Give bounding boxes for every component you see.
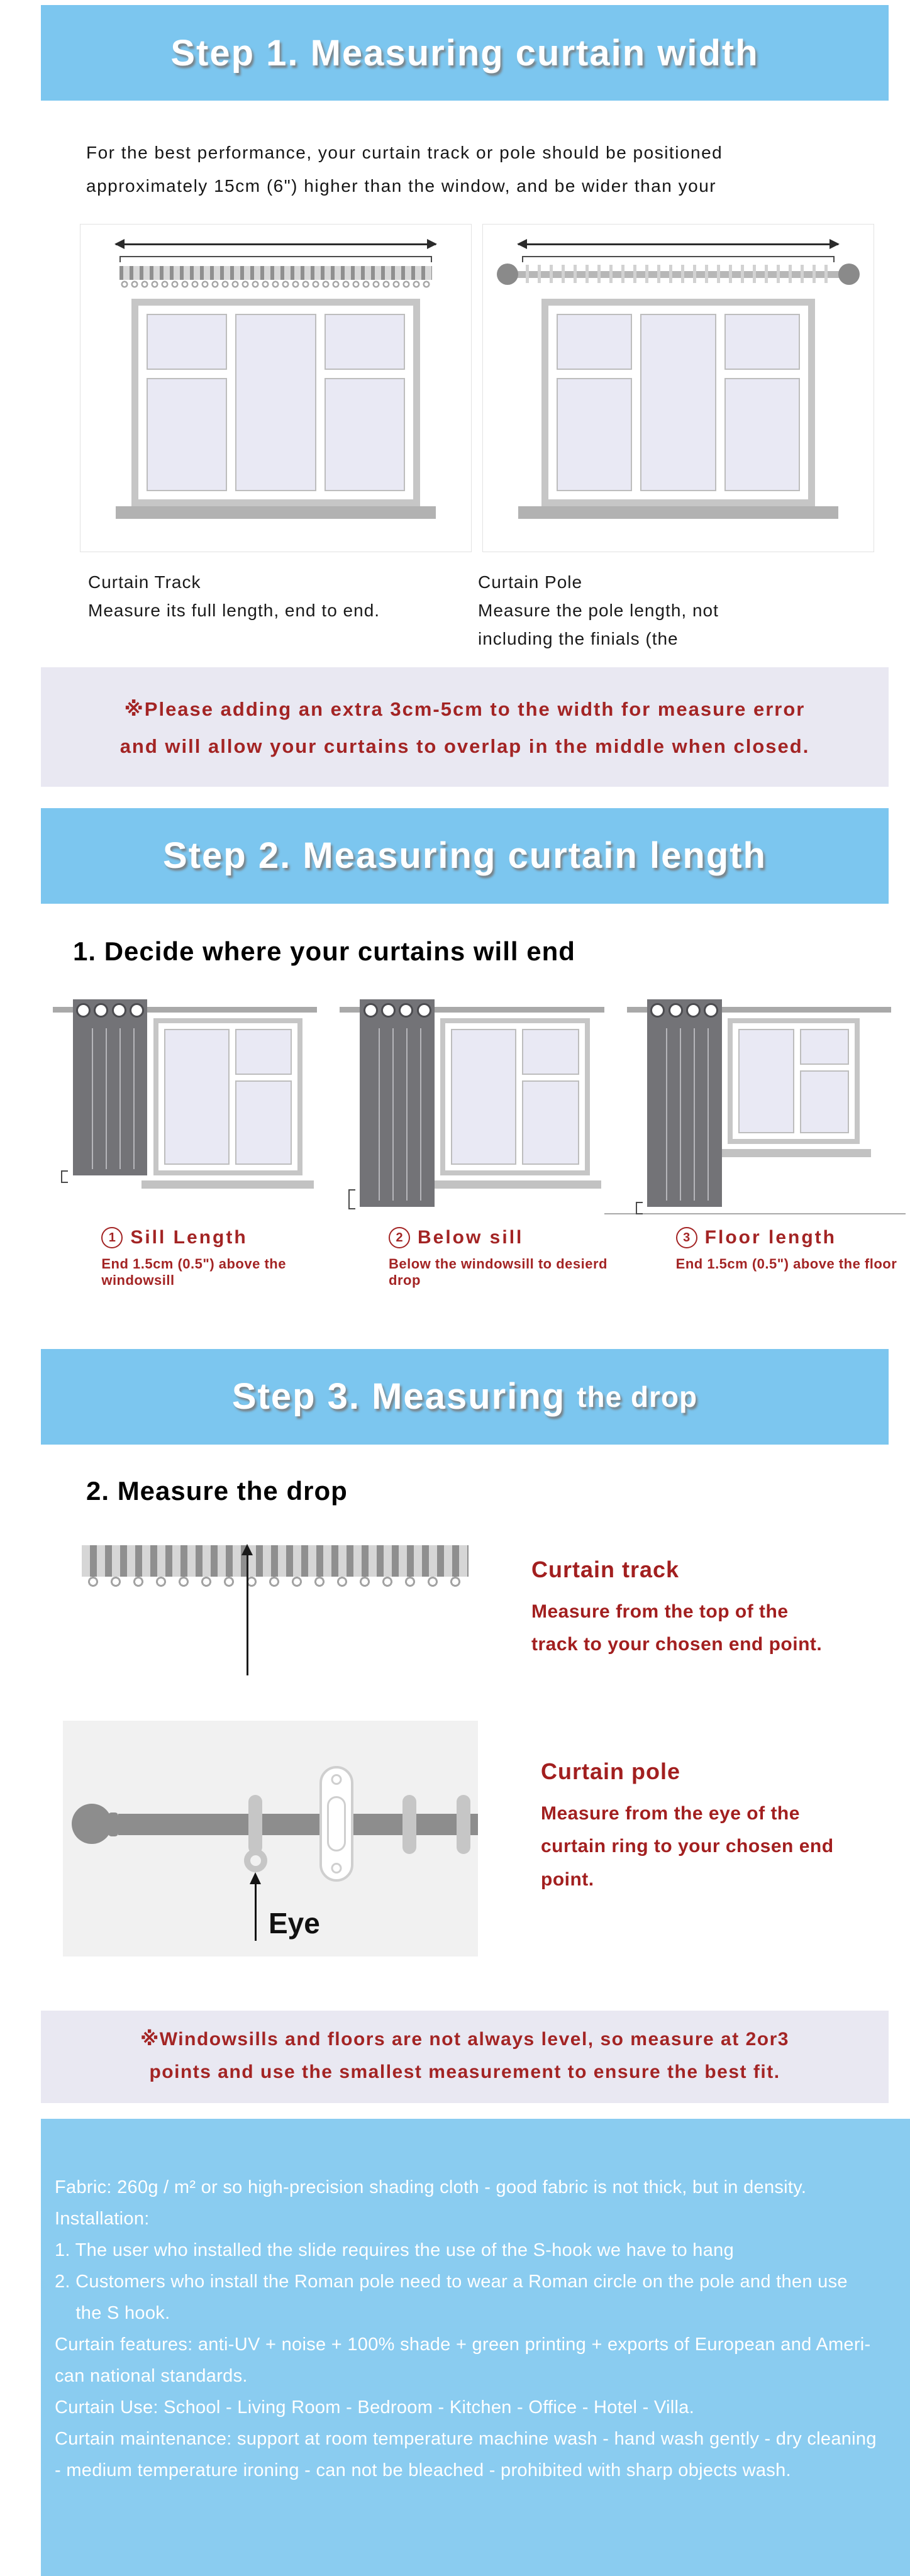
window-pane xyxy=(800,1029,849,1065)
window-pane xyxy=(235,1080,292,1165)
window-pane xyxy=(451,1029,516,1165)
pole-drop-section xyxy=(63,1721,910,1957)
below-sill-figure xyxy=(331,992,619,1218)
pole-drop-body: Measure from the eye of the curtain ring to your chosen end point. xyxy=(541,1802,834,1890)
drop-bracket-icon xyxy=(636,1202,643,1214)
curtain-track-graphic xyxy=(119,266,432,280)
option-desc: Below the windowsill to desierd drop xyxy=(389,1255,608,1288)
window-column xyxy=(325,314,406,491)
grommet-icon xyxy=(417,1003,431,1018)
curtain-panel-graphic xyxy=(73,999,148,1175)
step1-intro-line1: For the best performance, your curtain track or pole should be positioned xyxy=(86,143,723,162)
option-label xyxy=(101,1227,331,1289)
window-sill xyxy=(518,506,838,519)
curtain-track-caption xyxy=(88,569,478,653)
option-title: Below sill xyxy=(418,1226,524,1248)
window-pane xyxy=(164,1029,230,1165)
caption-title: Curtain Pole xyxy=(478,572,583,592)
finial-ball-icon xyxy=(497,264,518,285)
bracket-slot xyxy=(327,1796,346,1852)
caption-body: Measure its full length, end to end. xyxy=(88,601,380,621)
step1-intro xyxy=(86,136,910,203)
window-column xyxy=(738,1029,794,1133)
option-desc: End 1.5cm (0.5") above the windowsill xyxy=(101,1255,286,1288)
window-pane xyxy=(522,1029,579,1075)
grommet-icon xyxy=(650,1003,665,1018)
window-column xyxy=(800,1029,849,1133)
curtain-panel-graphic xyxy=(647,999,722,1207)
track-drop-text xyxy=(531,1540,827,1675)
note-line1: ※Please adding an extra 3cm-5cm to the width for measure error xyxy=(124,697,806,720)
pole-ring-graphic xyxy=(248,1795,262,1854)
window-pane xyxy=(147,378,228,491)
length-option-below-sill xyxy=(331,992,619,1289)
width-arrow-icon xyxy=(518,243,838,245)
window-graphic xyxy=(728,1018,860,1144)
footer-line: - medium temperature ironing - can not be bleached - prohibited with sharp objects wash. xyxy=(55,2460,791,2480)
window-graphic xyxy=(541,299,815,506)
step3-banner-title: Step 3. Measuring xyxy=(231,1376,566,1418)
window-column xyxy=(640,314,716,491)
width-measure-note xyxy=(41,667,889,787)
pole-drop-title: Curtain pole xyxy=(541,1758,681,1784)
pole-ring-graphic xyxy=(402,1795,416,1854)
note-line2: points and use the smallest measurement to ensure the best fit. xyxy=(149,2062,780,2083)
footer-line: Curtain maintenance: support at room temperature machine wash - hand wash gently - dry cleaning xyxy=(55,2428,877,2449)
footer-line: can national standards. xyxy=(55,2365,248,2386)
option-label xyxy=(676,1227,906,1272)
floor-line xyxy=(604,1213,906,1214)
step1-figures xyxy=(80,224,874,552)
window-sill xyxy=(116,506,436,519)
window-sill xyxy=(429,1180,601,1189)
window-pane xyxy=(147,314,228,370)
step3-banner-subtitle: the drop xyxy=(577,1380,698,1413)
footer-line: Fabric: 260g / m² or so high-precision shading cloth - good fabric is not thick, but in density. xyxy=(55,2177,807,2197)
bracket-screw-hole xyxy=(331,1863,342,1874)
window-graphic xyxy=(131,299,421,506)
width-arrow-icon xyxy=(116,243,436,245)
curtain-track-diagram xyxy=(82,1540,469,1675)
level-measure-note xyxy=(41,2011,889,2103)
length-options xyxy=(44,992,906,1289)
pole-rod-graphic xyxy=(118,1814,478,1835)
window-pane xyxy=(325,314,406,370)
grommet-icon xyxy=(112,1003,126,1018)
curtain-pole-diagram xyxy=(63,1721,478,1957)
window-column xyxy=(557,314,632,491)
product-details-section xyxy=(41,2119,910,2576)
pole-drop-text xyxy=(541,1721,855,1957)
window-pane xyxy=(724,314,800,370)
pole-bracket-graphic xyxy=(319,1766,353,1882)
note-line1: ※Windowsills and floors are not always level, so measure at 2or3 xyxy=(140,2028,789,2050)
eye-ring-icon xyxy=(244,1849,267,1872)
window-pane xyxy=(557,314,632,370)
caption-body: Measure the pole length, not including the finials (the xyxy=(478,601,719,648)
footer-line: Curtain features: anti-UV + noise + 100% shade + green printing + exports of European and Ameri- xyxy=(55,2334,871,2355)
track-bar-graphic xyxy=(82,1545,469,1577)
window-graphic xyxy=(153,1018,302,1175)
curtain-pole-caption xyxy=(478,569,736,653)
eye-label: Eye xyxy=(269,1906,320,1940)
grommet-icon xyxy=(686,1003,701,1018)
footer-line: Installation: xyxy=(55,2208,150,2229)
step2-banner-title: Step 2. Measuring curtain length xyxy=(163,835,767,877)
measure-bracket-icon xyxy=(522,256,835,262)
window-pane xyxy=(235,314,316,491)
option-number-badge: 3 xyxy=(676,1227,697,1248)
grommet-icon xyxy=(76,1003,91,1018)
grommet-icon xyxy=(381,1003,396,1018)
length-option-floor xyxy=(618,992,906,1289)
grommet-row xyxy=(360,1001,435,1020)
footer-line: Curtain Use: School - Living Room - Bedroom - Kitchen - Office - Hotel - Villa. xyxy=(55,2397,695,2418)
window-column xyxy=(235,314,316,491)
window-sill xyxy=(141,1180,314,1189)
window-pane xyxy=(800,1070,849,1133)
grommet-icon xyxy=(399,1003,413,1018)
track-gliders-graphic xyxy=(82,1577,469,1587)
grommet-icon xyxy=(704,1003,718,1018)
floor-length-figure xyxy=(618,992,906,1218)
grommet-icon xyxy=(94,1003,108,1018)
window-column xyxy=(724,314,800,491)
up-arrow-icon xyxy=(255,1883,257,1941)
measure-bracket-icon xyxy=(119,256,432,262)
step1-intro-line2: approximately 15cm (6") higher than the window, and be wider than your xyxy=(86,176,717,196)
grommet-icon xyxy=(363,1003,378,1018)
step1-banner xyxy=(41,5,889,101)
step2-heading: 1. Decide where your curtains will end xyxy=(73,936,575,966)
window-pane xyxy=(724,378,800,491)
step2-banner xyxy=(41,808,889,904)
step1-captions xyxy=(88,569,910,653)
step3-heading: 2. Measure the drop xyxy=(86,1475,348,1506)
bracket-screw-hole xyxy=(331,1774,342,1785)
window-column xyxy=(451,1029,516,1165)
finial-ball-icon xyxy=(72,1804,112,1844)
grommet-row xyxy=(647,1001,722,1020)
window-pane xyxy=(522,1080,579,1165)
window-column xyxy=(522,1029,579,1165)
option-title: Floor length xyxy=(704,1226,836,1248)
window-column xyxy=(164,1029,230,1165)
sill-length-figure xyxy=(44,992,331,1218)
window-sill xyxy=(716,1149,872,1157)
track-drop-section xyxy=(82,1540,910,1675)
option-title: Sill Length xyxy=(130,1226,248,1248)
window-pane xyxy=(738,1029,794,1133)
grommet-icon xyxy=(130,1003,144,1018)
track-drop-body: Measure from the top of the track to your chosen end point. xyxy=(531,1601,823,1655)
footer-line: 2. Customers who install the Roman pole need to wear a Roman circle on the pole and then use xyxy=(55,2271,848,2292)
window-column xyxy=(235,1029,292,1165)
track-drop-title: Curtain track xyxy=(531,1556,680,1582)
curtain-pole-figure xyxy=(482,224,874,552)
grommet-icon xyxy=(669,1003,683,1018)
grommet-row xyxy=(73,1001,148,1020)
option-desc: End 1.5cm (0.5") above the floor xyxy=(675,1255,897,1272)
track-gliders-graphic xyxy=(119,280,432,289)
option-label xyxy=(389,1227,618,1289)
window-pane xyxy=(640,314,716,491)
step1-banner-title: Step 1. Measuring curtain width xyxy=(170,32,759,74)
window-pane xyxy=(325,378,406,491)
drop-bracket-icon xyxy=(61,1170,68,1183)
finial-neck-graphic xyxy=(108,1813,118,1836)
curtain-panel-graphic xyxy=(360,999,435,1207)
caption-title: Curtain Track xyxy=(88,572,201,592)
option-number-badge: 1 xyxy=(101,1227,123,1248)
footer-line: 1. The user who installed the slide requires the use of the S-hook we have to hang xyxy=(55,2240,734,2260)
window-graphic xyxy=(440,1018,589,1175)
up-arrow-icon xyxy=(247,1554,248,1675)
pole-ring-graphic xyxy=(457,1795,470,1854)
pole-rings-graphic xyxy=(526,265,830,283)
window-column xyxy=(147,314,228,491)
curtain-track-figure xyxy=(80,224,472,552)
footer-line: the S hook. xyxy=(55,2302,170,2323)
length-option-sill xyxy=(44,992,331,1289)
window-pane xyxy=(557,378,632,491)
step3-banner xyxy=(41,1349,889,1445)
window-pane xyxy=(235,1029,292,1075)
note-line2: and will allow your curtains to overlap in the middle when closed. xyxy=(119,735,810,757)
drop-bracket-icon xyxy=(348,1189,355,1209)
option-number-badge: 2 xyxy=(389,1227,410,1248)
finial-ball-icon xyxy=(838,264,860,285)
